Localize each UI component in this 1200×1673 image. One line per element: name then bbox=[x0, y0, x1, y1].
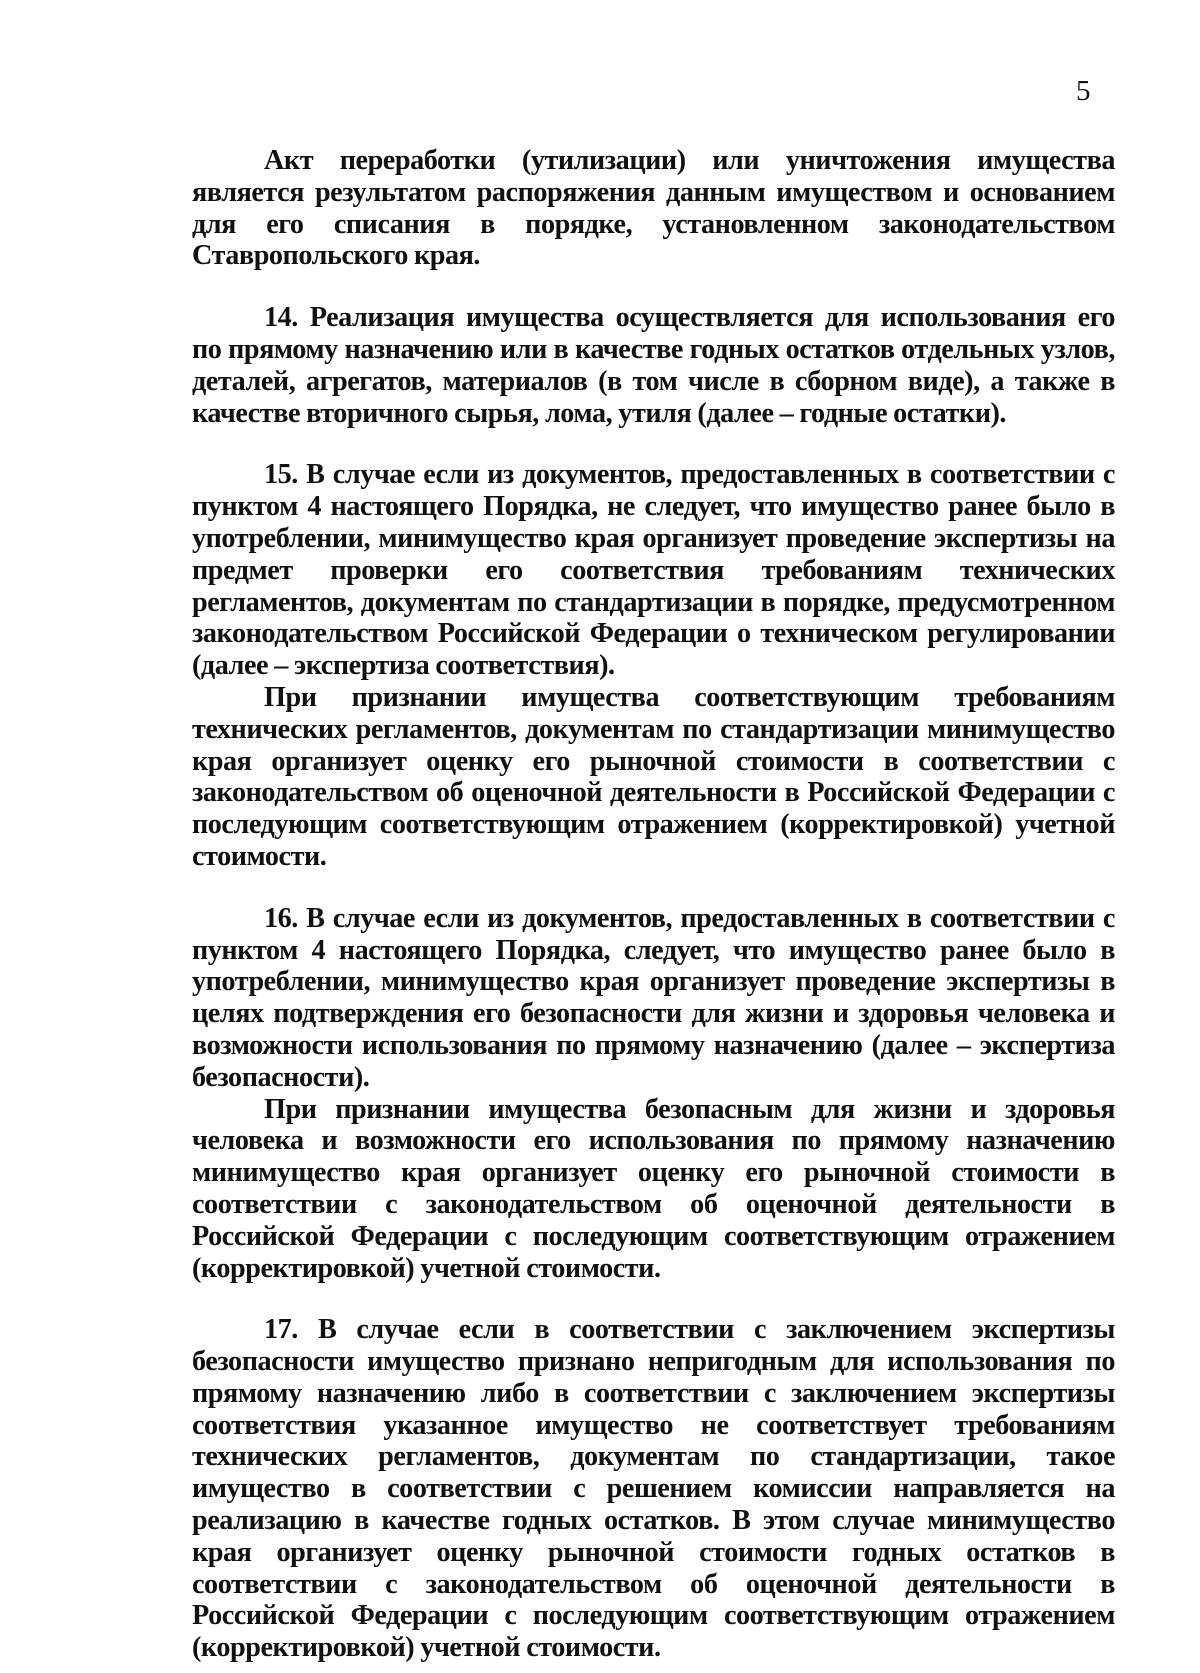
paragraph-item-15-continued: При признании имущества соответствующим требованиям технических регламентов, документам по стандартизации минимущество края организует оценку его рыночной стоимости в соответствии с законодательством об оценочной деятельности в Российской Федерации с последующим соответствующим отражением (корректировкой) учетной стоимости. bbox=[192, 681, 1115, 872]
paragraph-item-14: 14. Реализация имущества осуществляется для использования его по прямому назначению или в качестве годных остатков отдельных узлов, деталей, агрегатов, материалов (в том числе в сборном виде), а также в качестве вторичного сырья, лома, утиля (далее – годные остатки). bbox=[192, 302, 1115, 429]
paragraph-item-15: 15. В случае если из документов, предоставленных в соответствии с пунктом 4 настоящего Порядка, не следует, что имущество ранее было в употреблении, минимущество края организует проведение экспертизы на предмет проверки его соответствия требованиям технических регламентов, документам по стандартизации в порядке, предусмотренном законодательством Российской Федерации о техническом регулировании (далее – экспертиза соответствия). bbox=[192, 459, 1115, 682]
paragraph-item-16: 16. В случае если из документов, предоставленных в соответствии с пунктом 4 настоящего Порядка, следует, что имущество ранее было в употреблении, минимущество края организует проведение экспертизы в целях подтверждения его безопасности для жизни и здоровья человека и возможности использования по прямому назначению (далее – экспертиза безопасности). bbox=[192, 902, 1115, 1093]
page-number: 5 bbox=[1076, 75, 1091, 107]
paragraph-act-disposal: Акт переработки (утилизации) или уничтожения имущества является результатом распоряжения данным имуществом и основанием для его списания в порядке, установленном законодательством Ставропольского края. bbox=[192, 145, 1115, 272]
paragraph-item-16-continued: При признании имущества безопасным для жизни и здоровья человека и возможности его использования по прямому назначению минимущество края организует оценку его рыночной стоимости в соответствии с законодательством об оценочной деятельности в Российской Федерации с последующим соответствующим отражением (корректировкой) учетной стоимости. bbox=[192, 1093, 1115, 1284]
document-body bbox=[192, 145, 1115, 1664]
paragraph-item-17: 17. В случае если в соответствии с заключением экспертизы безопасности имущество признано непригодным для использования по прямому назначению либо в соответствии с заключением экспертизы соответствия указанное имущество не соответствует требованиям технических регламентов, документам по стандартизации, такое имущество в соответствии с решением комиссии направляется на реализацию в качестве годных остатков. В этом случае минимущество края организует оценку рыночной стоимости годных остатков в соответствии с законодательством об оценочной деятельности в Российской Федерации с последующим соответствующим отражением (корректировкой) учетной стоимости. bbox=[192, 1314, 1115, 1664]
